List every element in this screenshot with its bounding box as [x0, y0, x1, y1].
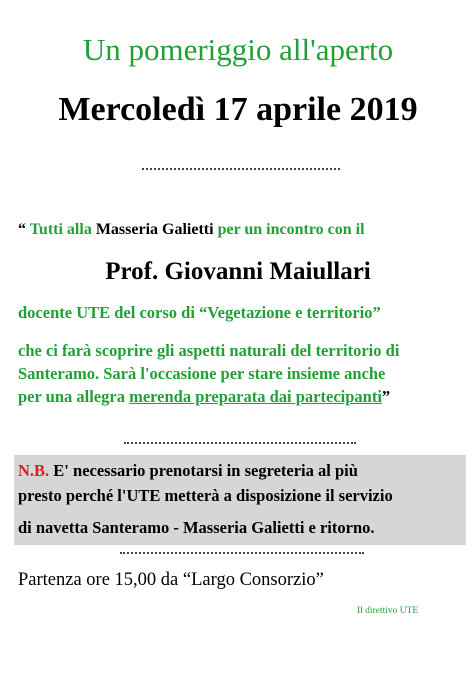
note-line: di navetta Santeramo - Masseria Galietti e ritorno. — [18, 518, 375, 537]
nb-label: N.B. — [18, 461, 50, 480]
note-line: presto perché l'UTE metterà a disposizione il servizio — [18, 486, 393, 505]
intro-part-2: per un incontro con il — [217, 221, 365, 238]
event-title: Un pomeriggio all'aperto — [82, 32, 394, 67]
venue-name: Masseria Galietti — [95, 221, 214, 238]
intro-part-1: Tutti alla — [29, 221, 92, 238]
signature: Il direttivo UTE — [357, 606, 419, 616]
event-date: Mercoledì 17 aprile 2019 — [58, 91, 418, 128]
description-line: che ci farà scoprire gli aspetti naturali del territorio di — [18, 341, 400, 360]
snack-highlight: merenda preparata dai partecipanti — [129, 387, 382, 406]
description-line — [18, 385, 390, 409]
speaker-name: Prof. Giovanni Maiullari — [105, 258, 371, 285]
dotted-divider — [142, 168, 340, 170]
dotted-divider — [120, 552, 364, 554]
description-line-4-prefix: per una allegra — [18, 387, 125, 406]
note-line — [18, 459, 358, 483]
dotted-divider — [124, 442, 356, 444]
close-quote: ” — [381, 387, 391, 406]
description-line: docente UTE del corso di “Vegetazione e territorio” — [18, 303, 381, 322]
note-line-1-text: E' necessario prenotarsi in segreteria al più — [53, 461, 358, 480]
open-quote: “ — [18, 221, 26, 238]
description-line: Santeramo. Sarà l'occasione per stare insieme anche — [18, 364, 386, 383]
intro-line — [18, 218, 365, 242]
departure-info: Partenza ore 15,00 da “Largo Consorzio” — [18, 570, 324, 590]
